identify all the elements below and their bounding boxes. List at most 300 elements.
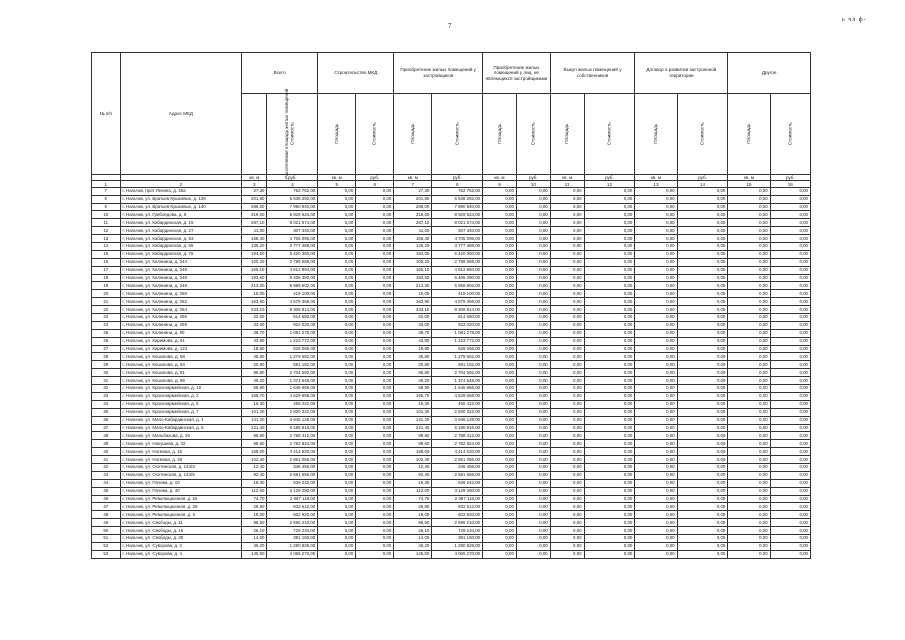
- row-zero-value: 0,00: [728, 471, 770, 479]
- row-area-developers: 165,10: [394, 266, 432, 274]
- row-cost-developers: 4 705 096,00: [432, 235, 483, 243]
- row-zero-value: 0,00: [770, 369, 810, 377]
- row-zero-value: 0,00: [550, 456, 584, 464]
- row-zero-value: 0,00: [483, 187, 517, 195]
- row-area-total: 100,20: [242, 258, 267, 266]
- row-number: 40: [92, 448, 121, 456]
- row-area-total: 221,40: [242, 424, 267, 432]
- row-zero-value: 0,00: [728, 235, 770, 243]
- row-number: 10: [92, 211, 121, 219]
- row-cost-total: 1 279 652,00: [267, 353, 318, 361]
- row-address: г. Нальчик, ул. Братьев Кушховых, д. 139: [120, 195, 242, 203]
- row-zero-value: 0,00: [635, 282, 677, 290]
- row-number: 25: [92, 329, 121, 337]
- row-cost-total: 7 990 840,00: [267, 203, 318, 211]
- table-row: [92, 503, 811, 511]
- row-address: г. Нальчик, ул. Кешокова, д. 58: [120, 353, 242, 361]
- row-zero-value: 0,00: [770, 282, 810, 290]
- row-zero-value: 0,00: [677, 424, 728, 432]
- row-zero-value: 0,00: [516, 377, 550, 385]
- row-zero-value: 0,00: [483, 463, 517, 471]
- row-zero-value: 0,00: [728, 314, 770, 322]
- table-row: [92, 456, 811, 464]
- row-zero-value: 0,00: [483, 211, 517, 219]
- row-zero-value: 0,00: [770, 424, 810, 432]
- table-row: [92, 314, 811, 322]
- row-zero-value: 0,00: [677, 392, 728, 400]
- row-address: г. Нальчик, ул. Калинина, д. 244: [120, 258, 242, 266]
- row-number: 11: [92, 219, 121, 227]
- header-group-construction: Строительство МКД: [318, 53, 394, 94]
- header-cost: Стоимость: [356, 94, 394, 175]
- row-number: 35: [92, 408, 121, 416]
- row-number: 36: [92, 416, 121, 424]
- column-number: 13: [635, 181, 677, 187]
- row-area-developers: 27,30: [394, 187, 432, 195]
- row-zero-value: 0,00: [677, 211, 728, 219]
- row-zero-value: 0,00: [550, 274, 584, 282]
- row-address: г. Нальчик, ул. Революционная, д. 5: [120, 511, 242, 519]
- row-zero-value: 0,00: [635, 487, 677, 495]
- row-cost-total: 2 696 210,00: [267, 519, 318, 527]
- table-row: [92, 408, 811, 416]
- row-zero-value: 0,00: [770, 400, 810, 408]
- row-zero-value: 0,00: [584, 440, 635, 448]
- row-cost-total: 5 420 360,00: [267, 250, 318, 258]
- row-area-construction: 0,00: [318, 298, 356, 306]
- row-zero-value: 0,00: [728, 227, 770, 235]
- row-cost-total: 5 959 602,00: [267, 282, 318, 290]
- row-area-developers: 319,00: [394, 211, 432, 219]
- row-zero-value: 0,00: [770, 353, 810, 361]
- row-cost-total: 581 152,00: [267, 361, 318, 369]
- row-number: 29: [92, 361, 121, 369]
- row-zero-value: 0,00: [635, 416, 677, 424]
- table-row: [92, 211, 811, 219]
- row-zero-value: 0,00: [483, 424, 517, 432]
- row-cost-developers: 502 920,00: [432, 511, 483, 519]
- row-area-total: 163,90: [242, 298, 267, 306]
- row-zero-value: 0,00: [516, 195, 550, 203]
- row-area-construction: 0,00: [318, 282, 356, 290]
- row-zero-value: 0,00: [584, 345, 635, 353]
- row-zero-value: 0,00: [770, 432, 810, 440]
- row-zero-value: 0,00: [728, 495, 770, 503]
- row-zero-value: 0,00: [635, 274, 677, 282]
- row-cost-total: 3 945 128,00: [267, 416, 318, 424]
- row-address: г. Нальчик, ул. Братьев Кушховых, д. 140: [120, 203, 242, 211]
- row-zero-value: 0,00: [483, 511, 517, 519]
- row-cost-developers: 5 406 390,00: [432, 274, 483, 282]
- row-zero-value: 0,00: [677, 345, 728, 353]
- column-number: 14: [677, 181, 728, 187]
- row-area-developers: 286,00: [394, 203, 432, 211]
- row-cost-total: 528 066,00: [267, 345, 318, 353]
- row-zero-value: 0,00: [728, 416, 770, 424]
- row-cost-construction: 0,00: [356, 211, 394, 219]
- table-row: [92, 440, 811, 448]
- row-zero-value: 0,00: [483, 471, 517, 479]
- row-area-construction: 0,00: [318, 337, 356, 345]
- row-zero-value: 0,00: [550, 203, 584, 211]
- row-zero-value: 0,00: [728, 534, 770, 542]
- row-area-developers: 11,00: [394, 227, 432, 235]
- row-zero-value: 0,00: [728, 408, 770, 416]
- header-group-total: Всего: [242, 53, 318, 94]
- row-cost-total: 2 782 824,00: [267, 440, 318, 448]
- row-zero-value: 0,00: [677, 274, 728, 282]
- row-zero-value: 0,00: [550, 282, 584, 290]
- row-cost-developers: 2 799 588,00: [432, 258, 483, 266]
- row-number: 46: [92, 495, 121, 503]
- row-zero-value: 0,00: [770, 187, 810, 195]
- row-zero-value: 0,00: [677, 187, 728, 195]
- unit-cost: руб.: [584, 175, 635, 181]
- row-zero-value: 0,00: [550, 337, 584, 345]
- row-area-developers: 100,20: [394, 258, 432, 266]
- row-zero-value: 0,00: [516, 408, 550, 416]
- row-zero-value: 0,00: [550, 321, 584, 329]
- row-area-developers: 18,00: [394, 511, 432, 519]
- row-cost-developers: 5 959 602,00: [432, 282, 483, 290]
- row-number: 43: [92, 471, 121, 479]
- row-area-developers: 194,00: [394, 250, 432, 258]
- row-address: г. Нальчик, прот Ленина, д. 48а: [120, 187, 242, 195]
- table-row: [92, 448, 811, 456]
- row-area-total: 12,40: [242, 463, 267, 471]
- row-zero-value: 0,00: [584, 243, 635, 251]
- table-row: [92, 250, 811, 258]
- row-zero-value: 0,00: [677, 456, 728, 464]
- row-area-developers: 96,80: [394, 369, 432, 377]
- row-zero-value: 0,00: [635, 527, 677, 535]
- row-number: 32: [92, 385, 121, 393]
- column-number: 7: [394, 181, 432, 187]
- row-zero-value: 0,00: [516, 274, 550, 282]
- row-zero-value: 0,00: [584, 495, 635, 503]
- row-zero-value: 0,00: [728, 353, 770, 361]
- row-zero-value: 0,00: [483, 392, 517, 400]
- row-area-construction: 0,00: [318, 487, 356, 495]
- row-cost-construction: 0,00: [356, 235, 394, 243]
- row-address: г. Нальчик, ул. Суворова, д. 2: [120, 542, 242, 550]
- table-row: [92, 345, 811, 353]
- row-area-total: 14,00: [242, 534, 267, 542]
- row-zero-value: 0,00: [550, 527, 584, 535]
- row-zero-value: 0,00: [483, 203, 517, 211]
- row-zero-value: 0,00: [550, 266, 584, 274]
- row-zero-value: 0,00: [635, 392, 677, 400]
- row-zero-value: 0,00: [483, 314, 517, 322]
- row-area-total: 102,40: [242, 456, 267, 464]
- header-cost: Стоимость: [584, 94, 635, 175]
- table-row: [92, 534, 811, 542]
- row-zero-value: 0,00: [516, 227, 550, 235]
- row-zero-value: 0,00: [770, 456, 810, 464]
- row-cost-developers: 2 830 322,00: [432, 408, 483, 416]
- row-cost-construction: 0,00: [356, 424, 394, 432]
- row-zero-value: 0,00: [677, 243, 728, 251]
- header-group-developers: Приобретение жилых помещений у застройщиков: [394, 53, 483, 94]
- row-cost-developers: 922 020,00: [432, 321, 483, 329]
- row-cost-construction: 0,00: [356, 471, 394, 479]
- row-cost-construction: 0,00: [356, 432, 394, 440]
- row-zero-value: 0,00: [770, 416, 810, 424]
- row-address: г. Нальчик, ул. Ногмова, д. 16: [120, 448, 242, 456]
- row-zero-value: 0,00: [677, 527, 728, 535]
- row-zero-value: 0,00: [584, 448, 635, 456]
- row-area-construction: 0,00: [318, 235, 356, 243]
- row-area-total: 11,00: [242, 227, 267, 235]
- row-zero-value: 0,00: [770, 227, 810, 235]
- row-zero-value: 0,00: [770, 243, 810, 251]
- row-cost-developers: 528 066,00: [432, 345, 483, 353]
- row-zero-value: 0,00: [550, 400, 584, 408]
- row-area-construction: 0,00: [318, 329, 356, 337]
- table-row: [92, 298, 811, 306]
- row-cost-total: 3 777 488,00: [267, 243, 318, 251]
- row-area-developers: 141,20: [394, 416, 432, 424]
- row-area-construction: 0,00: [318, 250, 356, 258]
- row-area-construction: 0,00: [318, 511, 356, 519]
- row-zero-value: 0,00: [677, 227, 728, 235]
- row-zero-value: 0,00: [677, 416, 728, 424]
- row-cost-developers: 4 579 366,00: [432, 298, 483, 306]
- row-area-construction: 0,00: [318, 432, 356, 440]
- row-area-developers: 29,80: [394, 503, 432, 511]
- row-cost-construction: 0,00: [356, 550, 394, 558]
- column-number: 9: [483, 181, 517, 187]
- row-zero-value: 0,00: [584, 187, 635, 195]
- row-zero-value: 0,00: [516, 361, 550, 369]
- row-zero-value: 0,00: [483, 250, 517, 258]
- row-cost-construction: 0,00: [356, 503, 394, 511]
- row-cost-construction: 0,00: [356, 479, 394, 487]
- row-zero-value: 0,00: [483, 361, 517, 369]
- row-cost-total: 455 422,00: [267, 400, 318, 408]
- row-zero-value: 0,00: [770, 195, 810, 203]
- row-zero-value: 0,00: [516, 385, 550, 393]
- row-zero-value: 0,00: [677, 463, 728, 471]
- row-cost-total: 2 788 412,00: [267, 432, 318, 440]
- row-number: 24: [92, 321, 121, 329]
- row-address: г. Нальчик, ул. Кабардинская, д. 27: [120, 227, 242, 235]
- row-zero-value: 0,00: [635, 519, 677, 527]
- header-cost: Стоимость: [267, 94, 318, 175]
- row-zero-value: 0,00: [483, 195, 517, 203]
- table-row: [92, 203, 811, 211]
- row-zero-value: 0,00: [584, 408, 635, 416]
- row-zero-value: 0,00: [728, 503, 770, 511]
- row-zero-value: 0,00: [483, 258, 517, 266]
- row-address: г. Нальчик, ул. Калинина, д. 250: [120, 290, 242, 298]
- row-number: 53: [92, 550, 121, 558]
- row-area-developers: 112,00: [394, 487, 432, 495]
- row-zero-value: 0,00: [728, 361, 770, 369]
- row-area-construction: 0,00: [318, 211, 356, 219]
- row-number: 16: [92, 258, 121, 266]
- row-area-construction: 0,00: [318, 534, 356, 542]
- row-zero-value: 0,00: [483, 298, 517, 306]
- table-row: [92, 306, 811, 314]
- row-area-total: 49,20: [242, 377, 267, 385]
- header-area-total: Расселяемая площадь жилых помещений: [242, 94, 267, 175]
- row-zero-value: 0,00: [584, 456, 635, 464]
- row-area-developers: 18,90: [394, 345, 432, 353]
- row-number: 52: [92, 542, 121, 550]
- row-zero-value: 0,00: [483, 432, 517, 440]
- unit-area: кв. м: [483, 175, 517, 181]
- row-number: 42: [92, 463, 121, 471]
- table-row: [92, 337, 811, 345]
- row-zero-value: 0,00: [677, 250, 728, 258]
- row-zero-value: 0,00: [677, 219, 728, 227]
- row-cost-construction: 0,00: [356, 282, 394, 290]
- table-row: [92, 377, 811, 385]
- row-zero-value: 0,00: [550, 243, 584, 251]
- row-cost-total: 1 374 648,00: [267, 377, 318, 385]
- row-address: г. Нальчик, ул. Калинина, д. 252: [120, 298, 242, 306]
- row-number: 31: [92, 377, 121, 385]
- row-zero-value: 0,00: [483, 290, 517, 298]
- row-zero-value: 0,00: [677, 361, 728, 369]
- row-zero-value: 0,00: [770, 377, 810, 385]
- row-zero-value: 0,00: [677, 511, 728, 519]
- row-area-developers: 163,90: [394, 298, 432, 306]
- row-zero-value: 0,00: [728, 463, 770, 471]
- row-zero-value: 0,00: [728, 456, 770, 464]
- row-address: г. Нальчик, ул. Осетинская, д. 144/5: [120, 471, 242, 479]
- row-zero-value: 0,00: [516, 519, 550, 527]
- table-row: [92, 432, 811, 440]
- row-zero-value: 0,00: [483, 408, 517, 416]
- row-cost-construction: 0,00: [356, 243, 394, 251]
- row-address: г. Нальчик, ул. Кабардинская, д. 15: [120, 219, 242, 227]
- row-zero-value: 0,00: [635, 250, 677, 258]
- row-zero-value: 0,00: [635, 306, 677, 314]
- row-area-developers: 49,20: [394, 377, 432, 385]
- row-zero-value: 0,00: [728, 511, 770, 519]
- row-area-developers: 168,40: [394, 235, 432, 243]
- row-area-developers: 38,70: [394, 329, 432, 337]
- row-cost-developers: 2 704 592,00: [432, 369, 483, 377]
- row-zero-value: 0,00: [550, 195, 584, 203]
- row-cost-developers: 4 629 658,00: [432, 392, 483, 400]
- row-zero-value: 0,00: [728, 250, 770, 258]
- table-row: [92, 353, 811, 361]
- row-zero-value: 0,00: [516, 424, 550, 432]
- row-address: г. Нальчик, ул. Кабардинская, д. 76: [120, 250, 242, 258]
- row-zero-value: 0,00: [635, 479, 677, 487]
- row-zero-value: 0,00: [635, 298, 677, 306]
- row-zero-value: 0,00: [770, 321, 810, 329]
- row-area-developers: 15,00: [394, 290, 432, 298]
- row-cost-developers: 346 456,00: [432, 463, 483, 471]
- row-cost-total: 4 705 096,00: [267, 235, 318, 243]
- row-zero-value: 0,00: [770, 298, 810, 306]
- row-number: 47: [92, 503, 121, 511]
- row-number: 7: [92, 187, 121, 195]
- row-cost-total: 4 629 658,00: [267, 392, 318, 400]
- row-area-developers: 45,80: [394, 353, 432, 361]
- row-area-construction: 0,00: [318, 424, 356, 432]
- row-area-total: 15,00: [242, 290, 267, 298]
- row-zero-value: 0,00: [516, 527, 550, 535]
- row-zero-value: 0,00: [584, 432, 635, 440]
- row-area-developers: 92,40: [394, 471, 432, 479]
- row-zero-value: 0,00: [483, 503, 517, 511]
- row-cost-total: 9 306 814,00: [267, 306, 318, 314]
- row-zero-value: 0,00: [728, 377, 770, 385]
- row-area-total: 287,10: [242, 219, 267, 227]
- row-zero-value: 0,00: [635, 227, 677, 235]
- row-zero-value: 0,00: [770, 519, 810, 527]
- row-zero-value: 0,00: [584, 416, 635, 424]
- row-zero-value: 0,00: [516, 203, 550, 211]
- row-address: г. Нальчик, ул. Мало-Кабардинская, д. 4: [120, 416, 242, 424]
- row-address: г. Нальчик, ул. Свободы, д. 16: [120, 527, 242, 535]
- row-cost-developers: 832 612,00: [432, 503, 483, 511]
- row-address: г. Нальчик, ул. Нахушева, д. 32: [120, 440, 242, 448]
- row-zero-value: 0,00: [516, 550, 550, 558]
- row-cost-construction: 0,00: [356, 274, 394, 282]
- row-zero-value: 0,00: [550, 290, 584, 298]
- row-zero-value: 0,00: [550, 471, 584, 479]
- row-zero-value: 0,00: [550, 377, 584, 385]
- row-area-total: 145,50: [242, 550, 267, 558]
- row-area-developers: 193,50: [394, 274, 432, 282]
- row-area-developers: 221,40: [394, 424, 432, 432]
- row-zero-value: 0,00: [584, 266, 635, 274]
- row-zero-value: 0,00: [635, 235, 677, 243]
- row-cost-construction: 0,00: [356, 314, 394, 322]
- row-zero-value: 0,00: [728, 219, 770, 227]
- row-zero-value: 0,00: [635, 385, 677, 393]
- table-row: [92, 511, 811, 519]
- row-cost-construction: 0,00: [356, 219, 394, 227]
- row-zero-value: 0,00: [584, 211, 635, 219]
- row-address: г. Нальчик, ул. Киримова, д. 121: [120, 345, 242, 353]
- table-row: [92, 519, 811, 527]
- row-zero-value: 0,00: [677, 440, 728, 448]
- row-zero-value: 0,00: [677, 203, 728, 211]
- row-area-total: 18,00: [242, 511, 267, 519]
- row-zero-value: 0,00: [550, 495, 584, 503]
- row-address: г. Нальчик, ул. Мало-Кабардинская, д. 5: [120, 424, 242, 432]
- row-area-developers: 96,50: [394, 519, 432, 527]
- row-cost-construction: 0,00: [356, 511, 394, 519]
- row-cost-total: 4 065 270,00: [267, 550, 318, 558]
- row-zero-value: 0,00: [516, 243, 550, 251]
- row-zero-value: 0,00: [584, 377, 635, 385]
- column-number: 8: [432, 181, 483, 187]
- row-zero-value: 0,00: [584, 195, 635, 203]
- row-cost-developers: 2 861 056,00: [432, 456, 483, 464]
- row-zero-value: 0,00: [550, 448, 584, 456]
- row-area-construction: 0,00: [318, 519, 356, 527]
- row-zero-value: 0,00: [550, 329, 584, 337]
- row-zero-value: 0,00: [635, 187, 677, 195]
- row-zero-value: 0,00: [728, 519, 770, 527]
- header-area: Площадь: [483, 94, 517, 175]
- row-zero-value: 0,00: [770, 479, 810, 487]
- row-zero-value: 0,00: [635, 440, 677, 448]
- row-zero-value: 0,00: [584, 369, 635, 377]
- table-row: [92, 235, 811, 243]
- row-area-total: 165,70: [242, 392, 267, 400]
- row-cost-developers: 1 374 648,00: [432, 377, 483, 385]
- row-area-total: 26,10: [242, 527, 267, 535]
